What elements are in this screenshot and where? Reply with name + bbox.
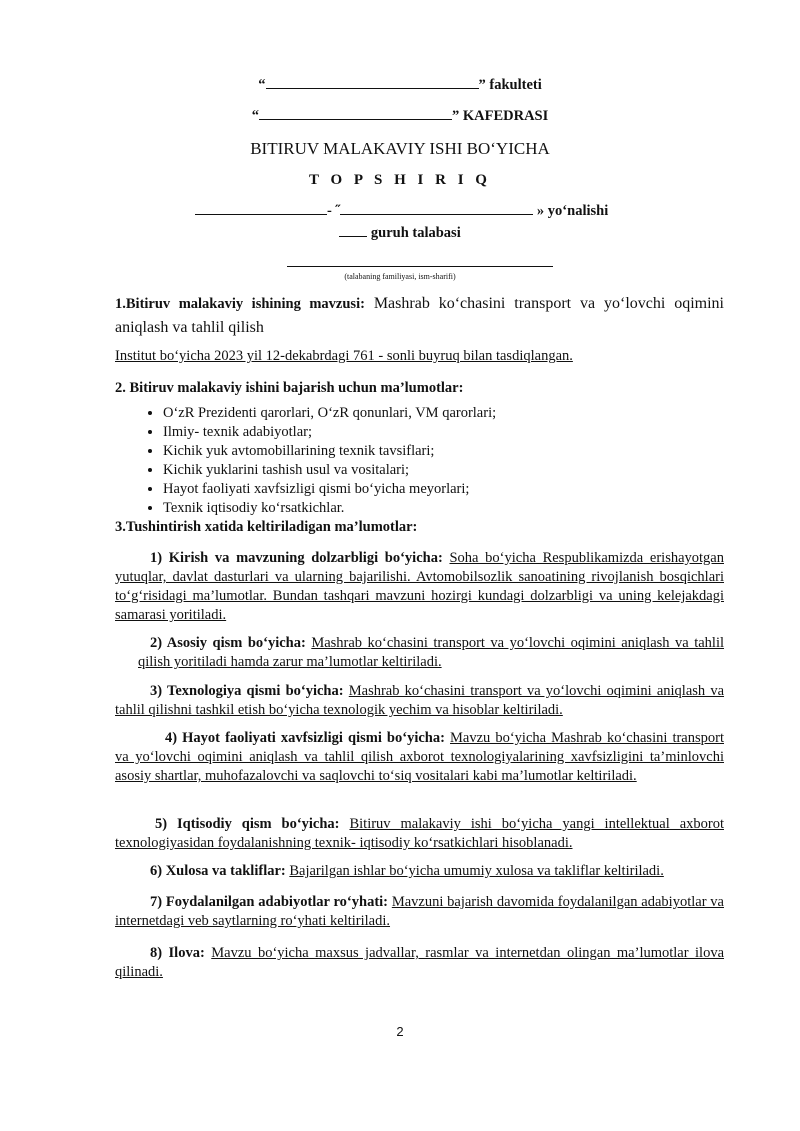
direction-separator: - ˝ xyxy=(327,203,341,219)
paragraph-text: Bitiruv malakaviy ishi bo‘yicha yangi intellektual axborot texnologiyasidan foydalanishning texnik- iqtisodiy ko‘rsatkichlari hisoblanadi. xyxy=(115,816,724,851)
list-item: • Ilmiy- texnik adabiyotlar; xyxy=(163,423,496,442)
paragraph-title: 1) Kirish va mavzuning dolzarbligi bo‘yicha: xyxy=(150,550,443,566)
section3-heading: 3.Tushintirish xatida keltiriladigan ma’lumotlar: xyxy=(115,519,418,535)
section2-heading: 2. Bitiruv malakaviy ishini bajarish uchun ma’lumotlar: xyxy=(115,380,464,396)
direction-name-blank xyxy=(340,202,533,215)
student-name-caption: (talabaning familiyasi, ism-sharifi) xyxy=(344,272,456,281)
paragraph-title: 3) Texnologiya qismi bo‘yicha: xyxy=(150,683,344,699)
paragraph-introduction xyxy=(115,549,724,625)
direction-code-blank xyxy=(195,202,327,215)
topic-paragraph xyxy=(115,292,724,340)
paragraph-title: 5) Iqtisodiy qism bo‘yicha: xyxy=(155,816,340,832)
paragraph-title: 2) Asosiy qism bo‘yicha: xyxy=(150,635,306,651)
paragraph-title: 6) Xulosa va takliflar: xyxy=(150,863,286,879)
paragraph-text: Soha bo‘yicha Respublikamizda erishayotgan yutuqlar, davlat dasturlari va ularning bajarilishi. Avtomobilsozlik sanoatining rivojlanish bosqichlari to‘g‘risidagi ma’lumotlar. Bundan tashqari mavzuni hozirgi kundagi dolzarbligi va uning kelejakdagi samarasi yoritiladi. xyxy=(115,550,724,623)
list-item: • Texnik iqtisodiy ko‘rsatkichlar. xyxy=(163,499,496,518)
topic-value: Mashrab ko‘chasini transport va yo‘lovchi oqimini aniqlash va tahlil qilish xyxy=(115,295,724,336)
kafedra-line xyxy=(0,107,800,125)
document-title: BITIRUV MALAKAVIY ISHI BO‘YICHA xyxy=(250,139,550,158)
paragraph-conclusion xyxy=(115,862,724,881)
topic-label: 1.Bitiruv malakaviy ishining mavzusi: xyxy=(115,296,365,312)
direction-label: » yo‘nalishi xyxy=(533,203,609,219)
faculty-line xyxy=(0,76,800,94)
paragraph-text: Mavzu bo‘yicha maxsus jadvallar, rasmlar va internetdan olingan ma’lumotlar ilova qilinadi. xyxy=(115,945,725,980)
kafedra-label: ” KAFEDRASI xyxy=(451,108,549,124)
paragraph-text: Mashrab ko‘chasini transport va yo‘lovchi oqimini aniqlash va tahlil qilishni tashkil etish bo‘yicha texnologik yechim va hisoblar keltiriladi. xyxy=(115,683,725,718)
faculty-blank xyxy=(266,76,479,89)
list-item: • Kichik yuklarini tashish usul va vositalari; xyxy=(163,461,496,480)
section2-list xyxy=(135,404,496,518)
paragraph-title: 8) Ilova: xyxy=(150,945,205,961)
student-name-blank xyxy=(287,266,553,267)
paragraph-main-part xyxy=(138,634,724,672)
direction-line xyxy=(195,202,755,220)
paragraph-title: 4) Hayot faoliyati xavfsizligi qismi bo‘yicha: xyxy=(165,730,445,746)
faculty-quote: “ xyxy=(258,77,266,93)
paragraph-references xyxy=(115,893,724,931)
page-number: 2 xyxy=(396,1024,404,1039)
paragraph-text: Mavzu bo‘yicha Mashrab ko‘chasini transport va yo‘lovchi oqimini aniqlash va tahlil qilish axborot texnologiyalarining xavfsizligini ta’minlovchi asosiy shartlar, muhofazalovchi va saqlovchi to‘siq vositalari kabi ma’lumotlar keltiriladi. xyxy=(115,730,724,784)
list-item: • O‘zR Prezidenti qarorlari, O‘zR qonunlari, VM qarorlari; xyxy=(163,404,496,423)
paragraph-technology xyxy=(115,682,724,720)
paragraph-title: 7) Foydalanilgan adabiyotlar ro‘yhati: xyxy=(150,894,389,910)
kafedra-blank xyxy=(259,107,452,120)
paragraph-text: Mashrab ko‘chasini transport va yo‘lovchi oqimini aniqlash va tahlil qilish yoritiladi hamda zarur ma’lumotlar keltiriladi. xyxy=(138,635,725,670)
list-item: • Kichik yuk avtomobillarining texnik tavsiflari; xyxy=(163,442,496,461)
paragraph-text: Mavzuni bajarish davomida foydalanilgan adabiyotlar va internetdagi veb saytlarning ro‘yhati keltiriladi. xyxy=(115,894,724,929)
paragraph-text: Bajarilgan ishlar bo‘yicha umumiy xulosa va takliflar keltiriladi. xyxy=(289,863,664,879)
list-item: • Hayot faoliyati xavfsizligi qismi bo‘yicha meyorlari; xyxy=(163,480,496,499)
group-blank xyxy=(339,224,367,237)
group-label: guruh talabasi xyxy=(367,225,461,241)
paragraph-life-safety xyxy=(115,729,724,786)
group-line xyxy=(0,224,800,242)
order-line: Institut bo‘yicha 2023 yil 12-dekabrdagi 761 - sonli buyruq bilan tasdiqlangan. xyxy=(115,348,573,364)
paragraph-appendix xyxy=(115,944,724,982)
document-subtitle: T O P S H I R I Q xyxy=(309,172,491,188)
paragraph-economy xyxy=(115,815,724,853)
kafedra-quote: “ xyxy=(251,108,259,124)
faculty-label: ” fakulteti xyxy=(478,77,542,93)
